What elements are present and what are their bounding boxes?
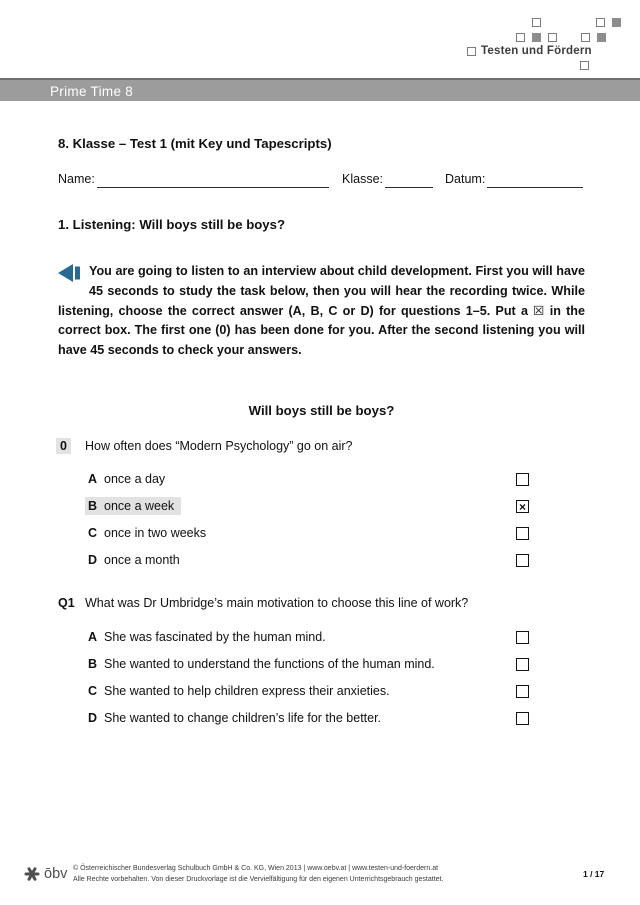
option-letter: C: [88, 526, 98, 540]
logo-square-icon: [548, 33, 557, 42]
answer-checkbox[interactable]: [516, 685, 529, 698]
instructions-paragraph: [58, 262, 585, 361]
option-row: [88, 499, 529, 515]
option-letter: D: [88, 553, 98, 567]
task-title: Will boys still be boys?: [248, 403, 395, 418]
datum-label: Datum:: [445, 172, 486, 186]
datum-field[interactable]: [487, 172, 583, 188]
option-row: [88, 472, 529, 488]
name-label: Name:: [58, 172, 95, 186]
obv-logo: [24, 866, 67, 882]
option-letter: A: [88, 630, 98, 644]
klasse-field[interactable]: [385, 172, 433, 188]
brand-label: Testen und Fördern: [481, 45, 592, 57]
name-field[interactable]: [97, 172, 329, 188]
logo-square-icon: [532, 33, 541, 42]
option-label: She wanted to understand the functions of the human mind.: [104, 657, 435, 671]
question-number: Q1: [58, 596, 75, 610]
instructions-text: You are going to listen to an interview about child development. First you will have 45 seconds to study the task below, then you will hear the recording twice. While listening, choose the correct answer (A, B, C or D) for questions 1–5. Put a ☒ in the correct box. The first one (0) has been done for you. After the second listening you will have 45 seconds to check your answers.: [58, 264, 585, 358]
header-bar: [0, 78, 640, 101]
klasse-label: Klasse:: [342, 172, 383, 186]
document-title: 8. Klasse – Test 1 (mit Key und Tapescripts): [58, 136, 332, 151]
option-label: She was fascinated by the human mind.: [104, 630, 326, 644]
question-text: How often does “Modern Psychology” go on air?: [85, 439, 353, 453]
logo-square-icon: [612, 18, 621, 27]
logo-square-icon: [580, 61, 589, 70]
answer-checkbox[interactable]: ×: [516, 500, 529, 513]
option-letter: C: [88, 684, 98, 698]
section-heading: 1. Listening: Will boys still be boys?: [58, 217, 286, 232]
page-number: 1 / 17: [583, 869, 605, 879]
question-number: 0: [58, 439, 85, 453]
answer-checkbox[interactable]: [516, 554, 529, 567]
answer-checkbox[interactable]: [516, 712, 529, 725]
option-letter: D: [88, 711, 98, 725]
logo-square-icon: [581, 33, 590, 42]
option-row: [88, 630, 529, 646]
speaker-icon: [58, 264, 81, 282]
logo-square-icon: [467, 47, 476, 56]
logo-square-icon: [532, 18, 541, 27]
answer-checkbox[interactable]: [516, 527, 529, 540]
logo-square-icon: [597, 33, 606, 42]
logo-square-icon: [596, 18, 605, 27]
logo-square-icon: [516, 33, 525, 42]
option-label: once in two weeks: [104, 526, 207, 540]
option-label: once a week: [104, 499, 175, 513]
option-label: She wanted to help children express their anxieties.: [104, 684, 390, 698]
footer-copyright: [73, 864, 443, 885]
option-label: once a month: [104, 553, 180, 567]
option-row: [88, 684, 529, 700]
option-letter: B: [88, 657, 98, 671]
obv-logo-text: ōbv: [44, 866, 68, 882]
option-label: once a day: [104, 472, 166, 486]
option-row: [88, 526, 529, 542]
question-block-1: [58, 596, 529, 738]
copyright-line-1: © Österreichischer Bundesverlag Schulbuch GmbH & Co. KG, Wien 2013 | www.oebv.at | www.testen-und-foerdern.at: [73, 865, 439, 872]
option-row: [88, 711, 529, 727]
option-letter: B: [88, 499, 98, 513]
header-title: Prime Time 8: [50, 84, 134, 99]
question-text: What was Dr Umbridge’s main motivation to choose this line of work?: [85, 596, 469, 610]
answer-checkbox[interactable]: [516, 658, 529, 671]
option-letter: A: [88, 472, 98, 486]
answer-checkbox[interactable]: [516, 631, 529, 644]
copyright-line-2: Alle Rechte vorbehalten. Von dieser Druckvorlage ist die Vervielfältigung für den eigenen Unterrichtsgebrauch gestattet.: [73, 875, 444, 883]
option-row: [88, 553, 529, 569]
obv-star-icon: [24, 866, 40, 882]
answer-checkbox[interactable]: [516, 473, 529, 486]
option-row: [88, 657, 529, 673]
question-block-0: [58, 439, 529, 580]
option-label: She wanted to change children’s life for the better.: [104, 711, 382, 725]
